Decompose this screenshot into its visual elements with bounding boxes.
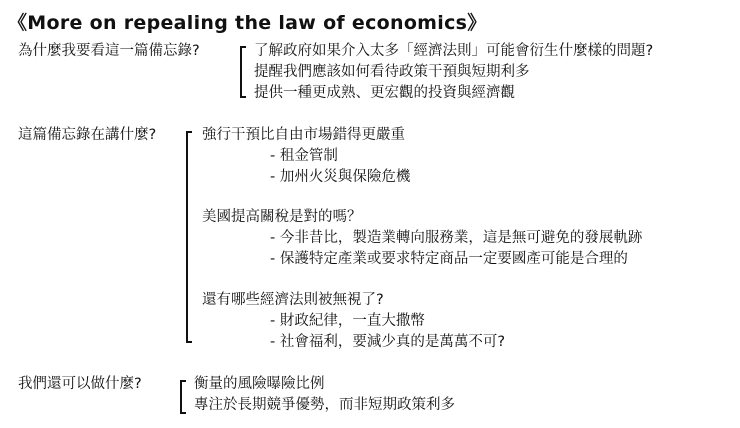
section-question: 為什麼我要看這一篇備忘錄? bbox=[18, 43, 200, 59]
group-heading: 還有哪些經濟法則被無視了? bbox=[202, 292, 384, 308]
list-item: 提醒我們應該如何看待政策干預與短期利多 bbox=[254, 64, 530, 80]
bracket bbox=[240, 46, 242, 98]
group-subitem: - 財政紀律，一直大撒幣 bbox=[270, 313, 425, 329]
group-subitem: - 社會福利，要減少真的是萬萬不可? bbox=[270, 334, 506, 350]
list-item: 專注於長期競爭優勢，而非短期政策利多 bbox=[194, 397, 455, 413]
group-heading: 強行干預比自由市場錯得更嚴重 bbox=[202, 127, 405, 143]
section-question: 我們還可以做什麼? bbox=[18, 376, 142, 392]
list-item: 衡量的風險曝險比例 bbox=[194, 376, 325, 392]
group-subitem: - 今非昔比，製造業轉向服務業，這是無可避免的發展軌跡 bbox=[270, 230, 643, 246]
bracket bbox=[180, 380, 182, 414]
section-question: 這篇備忘錄在講什麼? bbox=[18, 127, 157, 143]
page-title: 《More on repealing the law of economics》 bbox=[8, 12, 487, 34]
group-heading: 美國提高關稅是對的嗎？ bbox=[202, 209, 362, 225]
list-item: 了解政府如果介入太多「經濟法則」可能會衍生什麼樣的問題? bbox=[254, 43, 654, 59]
group-subitem: - 加州火災與保險危機 bbox=[270, 169, 411, 185]
bracket bbox=[186, 131, 188, 343]
group-subitem: - 保護特定產業或要求特定商品一定要國產可能是合理的 bbox=[270, 251, 628, 267]
list-item: 提供一種更成熟、更宏觀的投資與經濟觀 bbox=[254, 85, 515, 101]
group-subitem: - 租金管制 bbox=[270, 148, 338, 164]
